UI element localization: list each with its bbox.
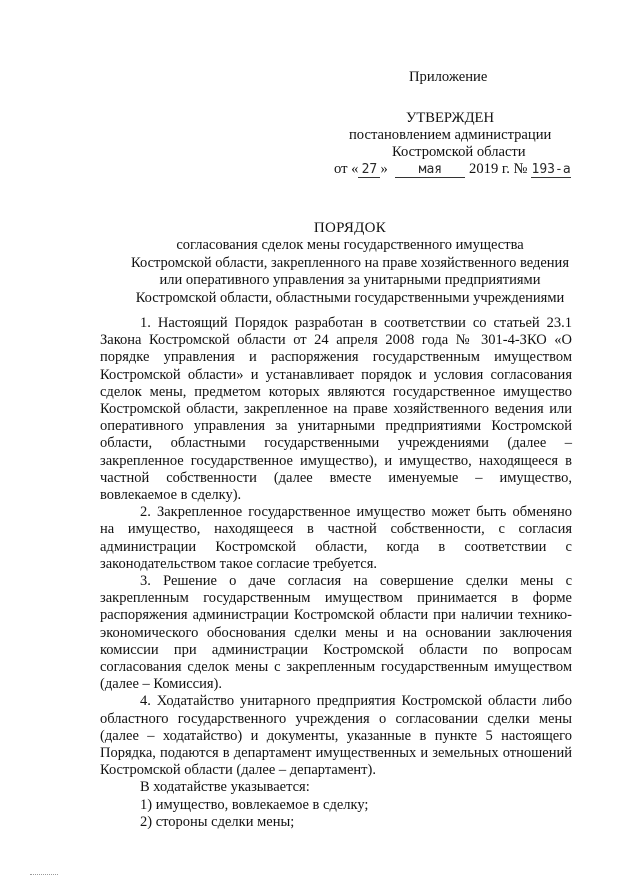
date-prefix: от « [334, 161, 359, 177]
document-number: 193-а [531, 162, 571, 177]
approved-by-line: постановлением администрации [349, 127, 552, 143]
date-year: 2019 г. № [469, 161, 528, 177]
title-line-3: или оперативного управления за унитарными предприятиями [159, 272, 541, 288]
document-title-block [100, 220, 600, 307]
approval-date-line [334, 161, 571, 178]
approved-label: УТВЕРЖДЕН [406, 110, 494, 126]
list-item: 2) стороны сделки мены; [140, 813, 295, 830]
appendix-label: Приложение [409, 69, 488, 85]
footer-dotted-line [30, 874, 58, 875]
date-mid: » [380, 161, 388, 177]
paragraph-4: 4. Ходатайство унитарного предприятия Костромской области либо областного государственного учреждения о согласовании сделки мены (далее – ходатайство) и документы, указанные в пункте 5 настоящего Порядка, подаются в департамент имущественных и земельных отношений Костромской области (далее – департамент). [100, 693, 572, 779]
list-item: 1) имущество, вовлекаемое в сделку; [140, 796, 369, 813]
document-body [100, 315, 572, 831]
title-line-1: согласования сделок мены государственного имущества [176, 237, 524, 253]
document-title: ПОРЯДОК [313, 220, 387, 236]
date-day: 27 [358, 163, 380, 178]
paragraph-2: 2. Закрепленное государственное имущество может быть обменяно на имущество, находящееся в частной собственности, с согласия администрации Костромской области, когда в соответствии с законодательством такое согласие требуется. [100, 504, 572, 572]
title-line-4: Костромской области, областными государственными учреждениями [135, 289, 565, 306]
date-month: мая [395, 163, 465, 178]
paragraph-1: 1. Настоящий Порядок разработан в соответствии со статьей 23.1 Закона Костромской области от 24 апреля 2008 года № 301-4-ЗКО «О порядке управления и распоряжения государственным имуществом Костромской области» и устанавливает порядок и условия согласования сделок мены, предметом которых являются государственное имущество Костромской области, закрепленное на праве хозяйственного ведения или оперативного управления за унитарными предприятиями Костромской области, областными государственными учреждениями (далее – закрепленное государственное имущество), и имущество, находящееся в частной собственности (далее вместе именуемые – имущество, вовлекаемое в сделку). [100, 315, 572, 504]
paragraph-3: 3. Решение о даче согласия на совершение сделки мены с закрепленным государственным имуществом принимается в форме распоряжения администрации Костромской области при наличии технико-экономического обоснования сделки мены и на основании заключения комиссии при администрации Костромской области по вопросам согласования сделок мены с закрепленным государственным имуществом (далее – Комиссия). [100, 573, 572, 693]
approved-by-region: Костромской области [392, 144, 526, 160]
title-line-2: Костромской области, закрепленного на праве хозяйственного ведения [131, 254, 569, 271]
petition-contents-lead: В ходатайстве указывается: [140, 779, 310, 796]
